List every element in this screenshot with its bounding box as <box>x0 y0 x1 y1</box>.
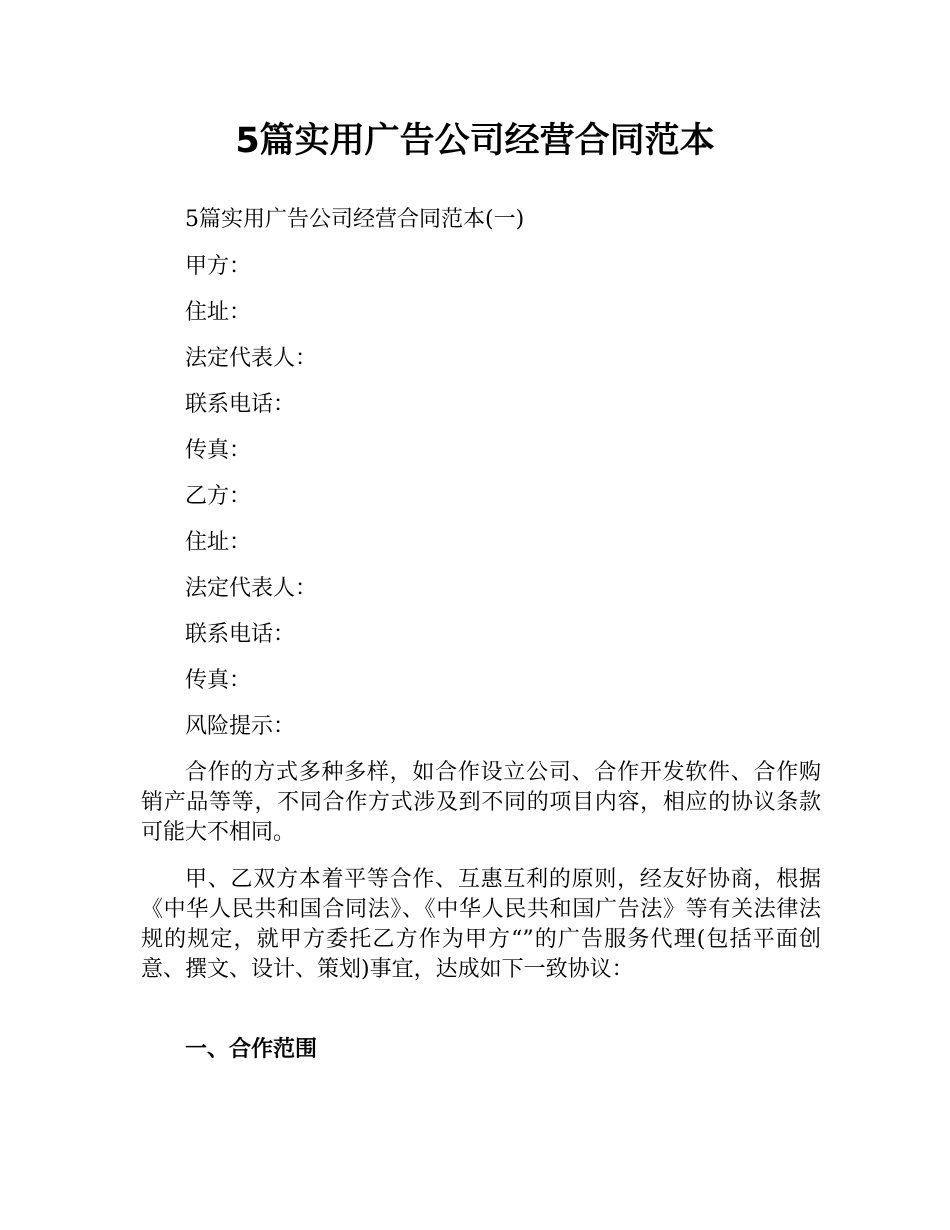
party-a-legal-rep: 法定代表人： <box>185 346 318 371</box>
party-a-fax: 传真： <box>185 438 252 463</box>
agreement-preamble-paragraph: 甲、乙双方本着平等合作、互惠互利的原则，经友好协商，根据《中华人民共和国合同法》、《中华人民共和国广告法》等有关法律法规的规定，就甲方委托乙方作为甲方“”的广告服务代理(包括平面创意、撰文、设计、策划)事宜，达成如下一致协议： <box>141 867 821 982</box>
party-b-address: 住址： <box>185 530 252 555</box>
party-b-legal-rep: 法定代表人： <box>185 576 318 601</box>
document-title: 5篇实用广告公司经营合同范本 <box>235 121 715 161</box>
party-a-label: 甲方： <box>185 254 252 279</box>
party-b-phone: 联系电话： <box>185 622 296 647</box>
party-a-address: 住址： <box>185 300 252 325</box>
party-a-phone: 联系电话： <box>185 392 296 417</box>
party-b-fax: 传真： <box>185 668 252 693</box>
section-heading: 一、合作范围 <box>185 1037 318 1062</box>
risk-notice-label: 风险提示： <box>185 714 296 739</box>
risk-notice-paragraph: 合作的方式多种多样，如合作设立公司、合作开发软件、合作购销产品等等，不同合作方式涉及到不同的项目内容，相应的协议条款可能大不相同。 <box>141 760 821 845</box>
contract-subtitle: 5篇实用广告公司经营合同范本(一) <box>185 207 525 232</box>
party-b-label: 乙方： <box>185 484 252 509</box>
